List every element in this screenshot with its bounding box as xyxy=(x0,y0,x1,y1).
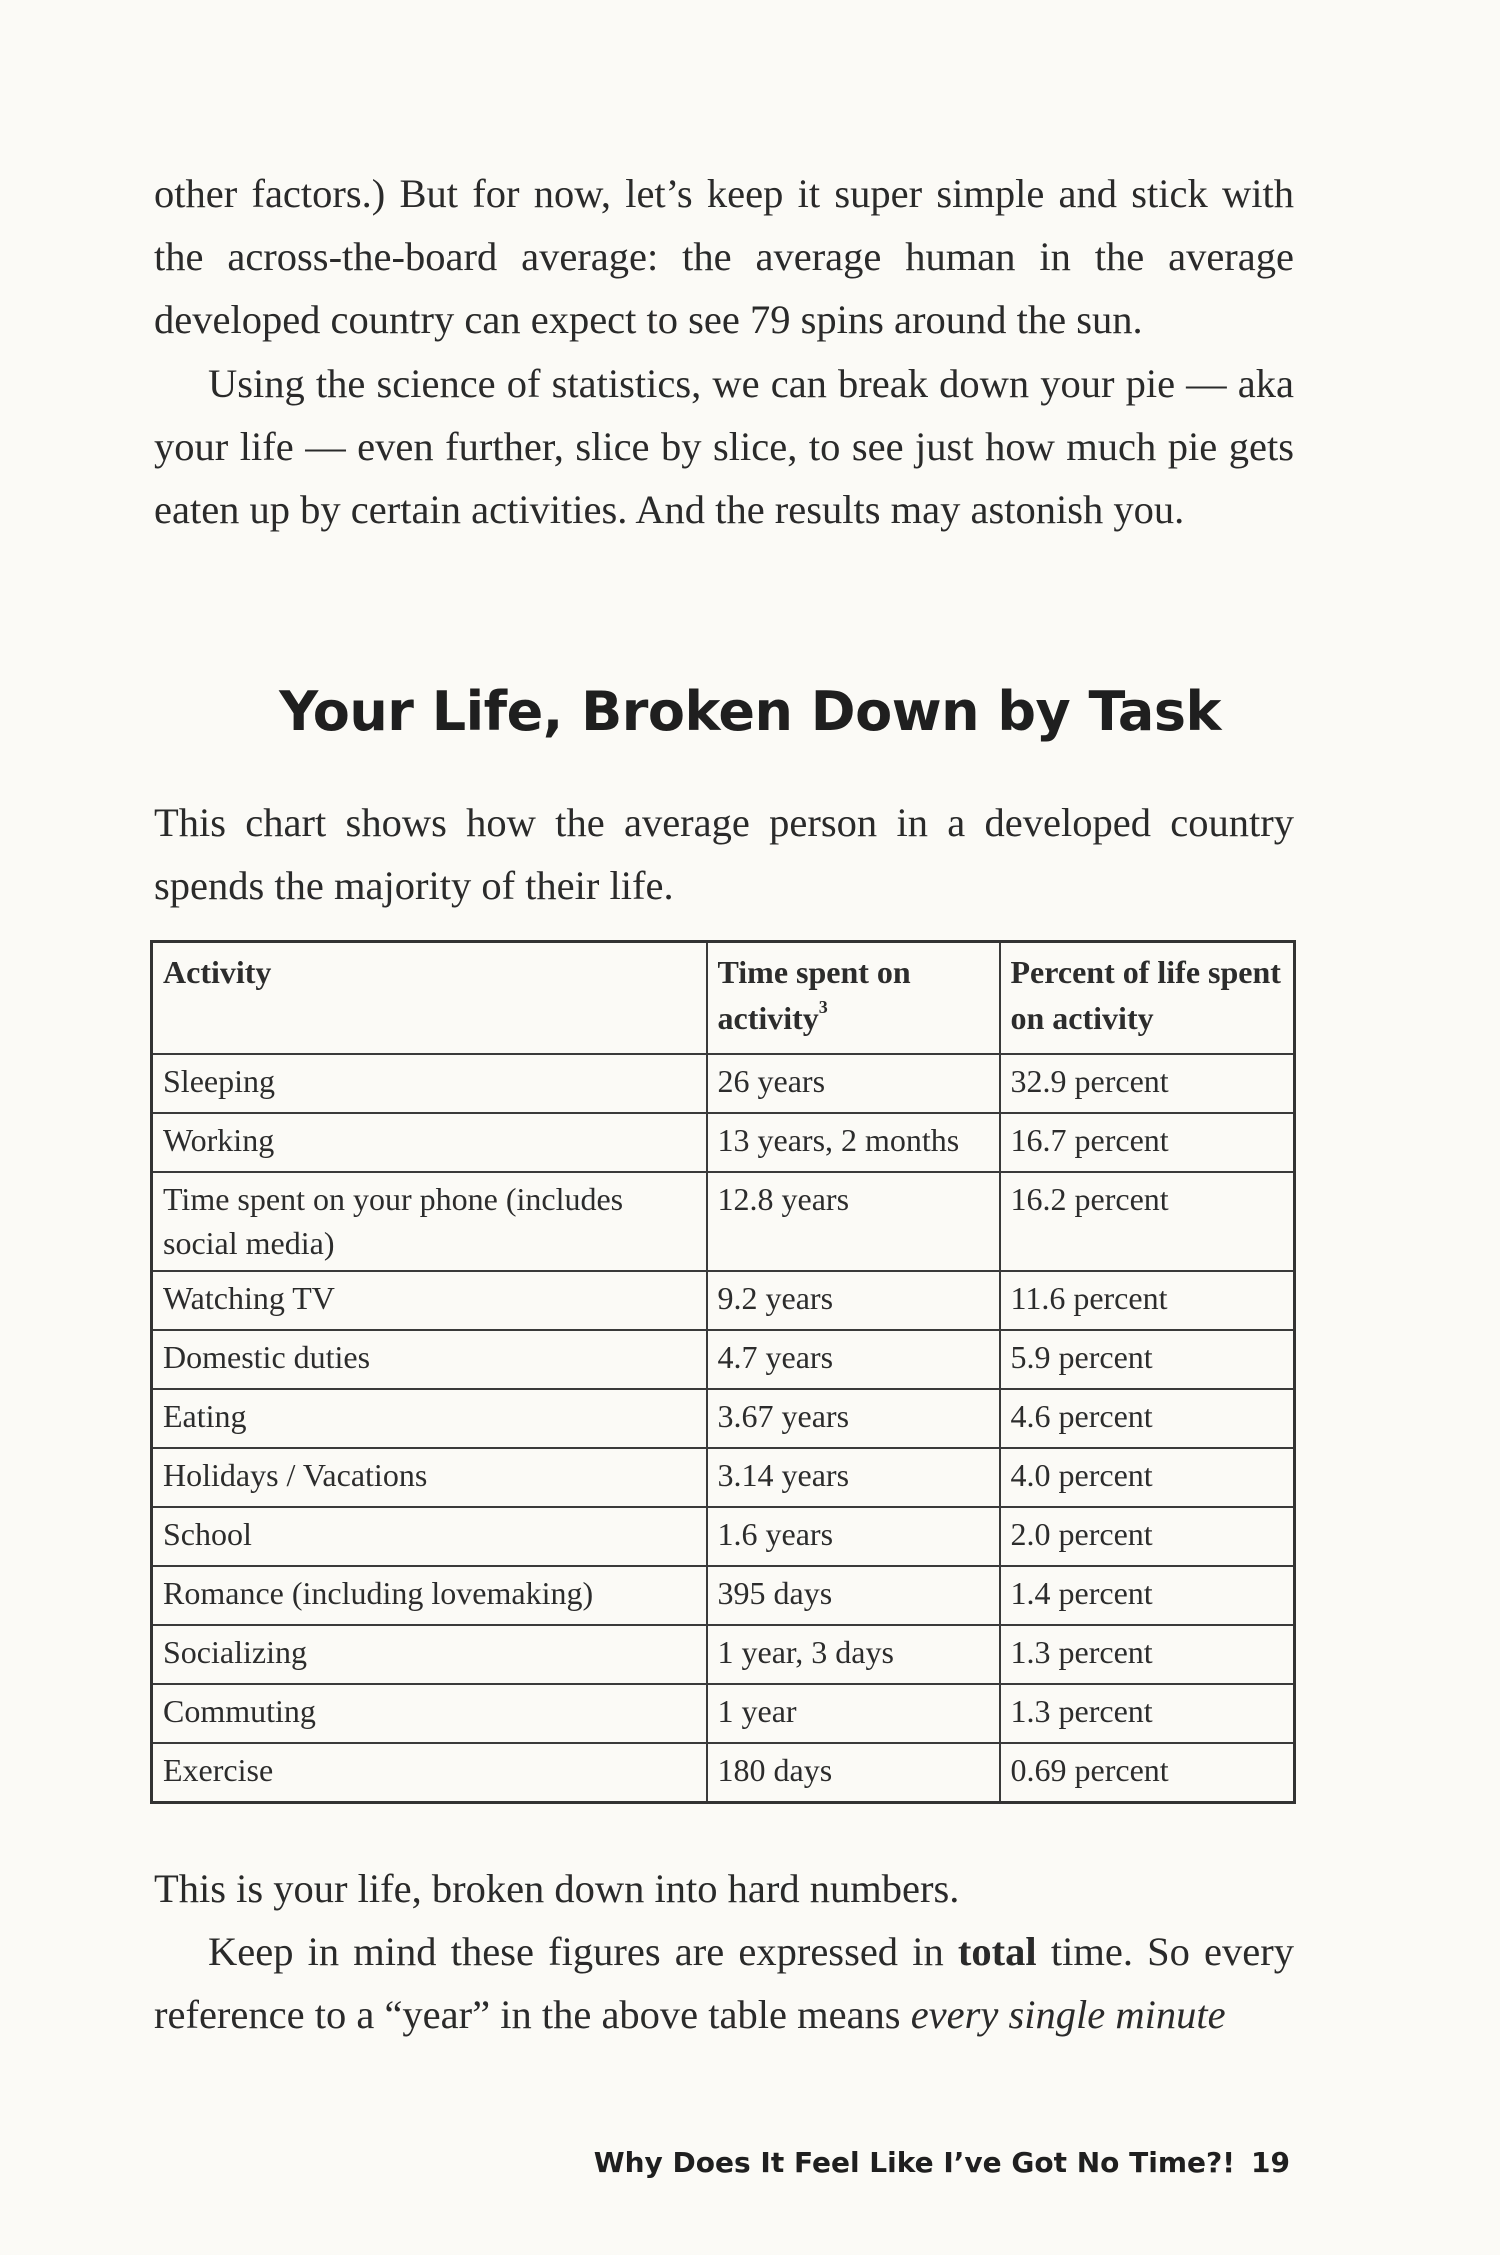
header-time-spent-label: Time spent on activity xyxy=(717,954,911,1036)
cell-time-spent: 180 days xyxy=(707,1743,1000,1803)
cell-time-spent: 3.14 years xyxy=(707,1448,1000,1507)
header-time-spent xyxy=(707,942,1000,1055)
cell-time-spent: 1.6 years xyxy=(707,1507,1000,1566)
cell-activity: Eating xyxy=(152,1389,707,1448)
table-header-row xyxy=(152,942,1295,1055)
chart-intro: This chart shows how the average person in a developed country spends the majority of their life. xyxy=(154,800,1294,908)
table-row xyxy=(152,1566,1295,1625)
emphasis-every-single-minute: every single minute xyxy=(910,1992,1226,2037)
cell-activity: School xyxy=(152,1507,707,1566)
cell-time-spent: 3.67 years xyxy=(707,1389,1000,1448)
cell-time-spent: 26 years xyxy=(707,1054,1000,1113)
cell-time-spent: 1 year, 3 days xyxy=(707,1625,1000,1684)
cell-activity: Time spent on your phone (includes social media) xyxy=(152,1172,707,1271)
cell-time-spent: 9.2 years xyxy=(707,1271,1000,1330)
cell-percent: 1.3 percent xyxy=(1000,1684,1295,1743)
paragraph-statistics xyxy=(154,352,1294,541)
table-row xyxy=(152,1625,1295,1684)
cell-percent: 16.7 percent xyxy=(1000,1113,1295,1172)
cell-time-spent: 13 years, 2 months xyxy=(707,1113,1000,1172)
table-row xyxy=(152,1448,1295,1507)
cell-percent: 0.69 percent xyxy=(1000,1743,1295,1803)
cell-percent: 11.6 percent xyxy=(1000,1271,1295,1330)
cell-activity: Holidays / Vacations xyxy=(152,1448,707,1507)
table-row xyxy=(152,1113,1295,1172)
cell-activity: Watching TV xyxy=(152,1271,707,1330)
table-row xyxy=(152,1271,1295,1330)
cell-activity: Romance (including lovemaking) xyxy=(152,1566,707,1625)
footnote-marker: 3 xyxy=(818,997,828,1018)
page-number: 19 xyxy=(1251,2146,1290,2179)
cell-activity: Socializing xyxy=(152,1625,707,1684)
table-row xyxy=(152,1743,1295,1803)
cell-percent: 5.9 percent xyxy=(1000,1330,1295,1389)
table-row xyxy=(152,1684,1295,1743)
table-row xyxy=(152,1330,1295,1389)
footer-title: Why Does It Feel Like I’ve Got No Time?! xyxy=(593,2146,1236,2179)
table-row xyxy=(152,1507,1295,1566)
table-row xyxy=(152,1172,1295,1271)
running-footer xyxy=(0,2146,1290,2179)
cell-percent: 16.2 percent xyxy=(1000,1172,1295,1271)
cell-activity: Sleeping xyxy=(152,1054,707,1113)
paragraph-total-time xyxy=(154,1920,1294,2046)
total-time-text-start: Keep in mind these figures are expressed in xyxy=(208,1929,958,1974)
table-row xyxy=(152,1389,1295,1448)
total-time-text-middle: time. So every reference to a “year” in the above table means xyxy=(154,1929,1295,2037)
table-row xyxy=(152,1054,1295,1113)
cell-percent: 32.9 percent xyxy=(1000,1054,1295,1113)
cell-percent: 1.4 percent xyxy=(1000,1566,1295,1625)
cell-percent: 1.3 percent xyxy=(1000,1625,1295,1684)
header-activity: Activity xyxy=(152,942,707,1055)
cell-activity: Domestic duties xyxy=(152,1330,707,1389)
paragraph-statistics-text: Using the science of statistics, we can break down your pie — aka your life — even further, slice by slice, to see just how much pie gets eaten up by certain activities. And the results may astonish you. xyxy=(154,361,1294,532)
cell-activity: Exercise xyxy=(152,1743,707,1803)
table-body xyxy=(152,1054,1295,1803)
cell-activity: Working xyxy=(152,1113,707,1172)
cell-activity: Commuting xyxy=(152,1684,707,1743)
cell-time-spent: 4.7 years xyxy=(707,1330,1000,1389)
cell-time-spent: 395 days xyxy=(707,1566,1000,1625)
cell-percent: 2.0 percent xyxy=(1000,1507,1295,1566)
header-percent: Percent of life spent on activity xyxy=(1000,942,1295,1055)
paragraph-continued: other factors.) But for now, let’s keep it super simple and stick with the across-the-board average: the average human in the average developed country can expect to see 79 spins around the sun. xyxy=(154,171,1294,342)
cell-percent: 4.0 percent xyxy=(1000,1448,1295,1507)
cell-percent: 4.6 percent xyxy=(1000,1389,1295,1448)
paragraph-summary: This is your life, broken down into hard numbers. xyxy=(154,1866,960,1911)
cell-time-spent: 12.8 years xyxy=(707,1172,1000,1271)
section-heading: Your Life, Broken Down by Task xyxy=(279,680,1221,743)
emphasis-total: total xyxy=(957,1929,1037,1974)
cell-time-spent: 1 year xyxy=(707,1684,1000,1743)
life-breakdown-table xyxy=(150,940,1296,1804)
